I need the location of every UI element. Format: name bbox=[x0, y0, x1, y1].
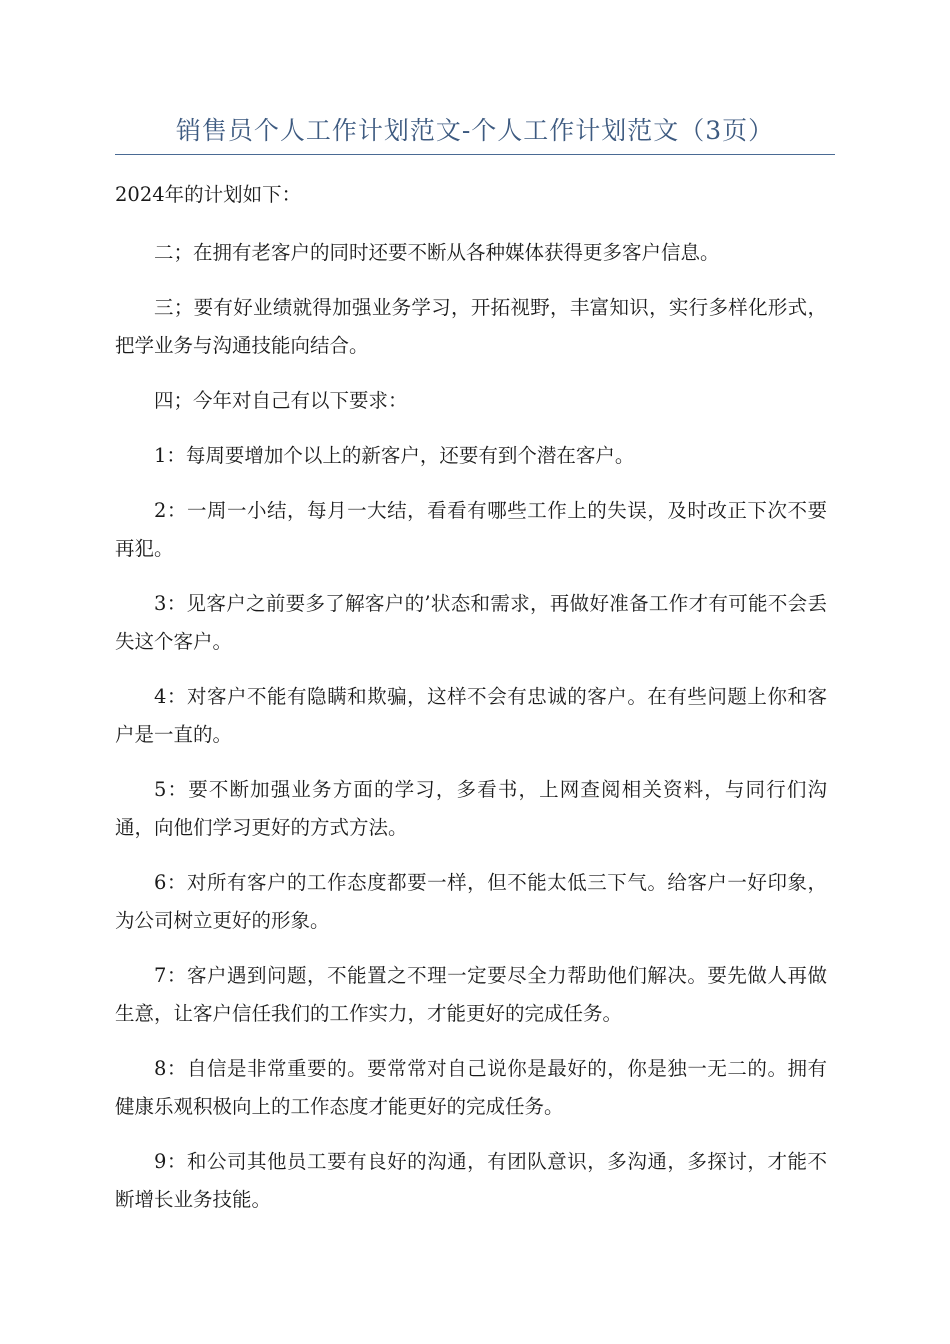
title-underline bbox=[115, 154, 835, 155]
requirement-8: 8：自信是非常重要的。要常常对自己说你是最好的，你是独一无二的。拥有健康乐观积极向上的工作态度才能更好的完成任务。 bbox=[115, 1057, 827, 1118]
requirement-2: 2：一周一小结，每月一大结，看看有哪些工作上的失误，及时改正下次不要再犯。 bbox=[115, 499, 827, 560]
paragraph-4: 四；今年对自己有以下要求： bbox=[154, 389, 408, 412]
paragraph-2: 二；在拥有老客户的同时还要不断从各种媒体获得更多客户信息。 bbox=[154, 241, 720, 264]
paragraph-3: 三；要有好业绩就得加强业务学习，开拓视野，丰富知识，实行多样化形式，把学业务与沟通技能向结合。 bbox=[115, 296, 827, 357]
requirement-4: 4：对客户不能有隐瞒和欺骗，这样不会有忠诚的客户。在有些问题上你和客户是一直的。 bbox=[115, 685, 827, 746]
intro-line: 2024年的计划如下： bbox=[115, 183, 302, 206]
requirement-1: 1：每周要增加个以上的新客户，还要有到个潜在客户。 bbox=[154, 444, 635, 467]
requirement-5: 5：要不断加强业务方面的学习，多看书，上网查阅相关资料，与同行们沟通，向他们学习更好的方式方法。 bbox=[115, 778, 827, 839]
requirement-6: 6：对所有客户的工作态度都要一样，但不能太低三下气。给客户一好印象，为公司树立更好的形象。 bbox=[115, 871, 827, 932]
document-body bbox=[115, 176, 827, 1236]
requirement-7: 7：客户遇到问题，不能置之不理一定要尽全力帮助他们解决。要先做人再做生意，让客户信任我们的工作实力，才能更好的完成任务。 bbox=[115, 964, 827, 1025]
requirement-3: 3：见客户之前要多了解客户的’状态和需求，再做好准备工作才有可能不会丢失这个客户。 bbox=[115, 592, 827, 653]
page-title: 销售员个人工作计划范文-个人工作计划范文（3页） bbox=[175, 116, 775, 145]
requirement-9: 9：和公司其他员工要有良好的沟通，有团队意识，多沟通，多探讨，才能不断增长业务技能。 bbox=[115, 1150, 827, 1211]
